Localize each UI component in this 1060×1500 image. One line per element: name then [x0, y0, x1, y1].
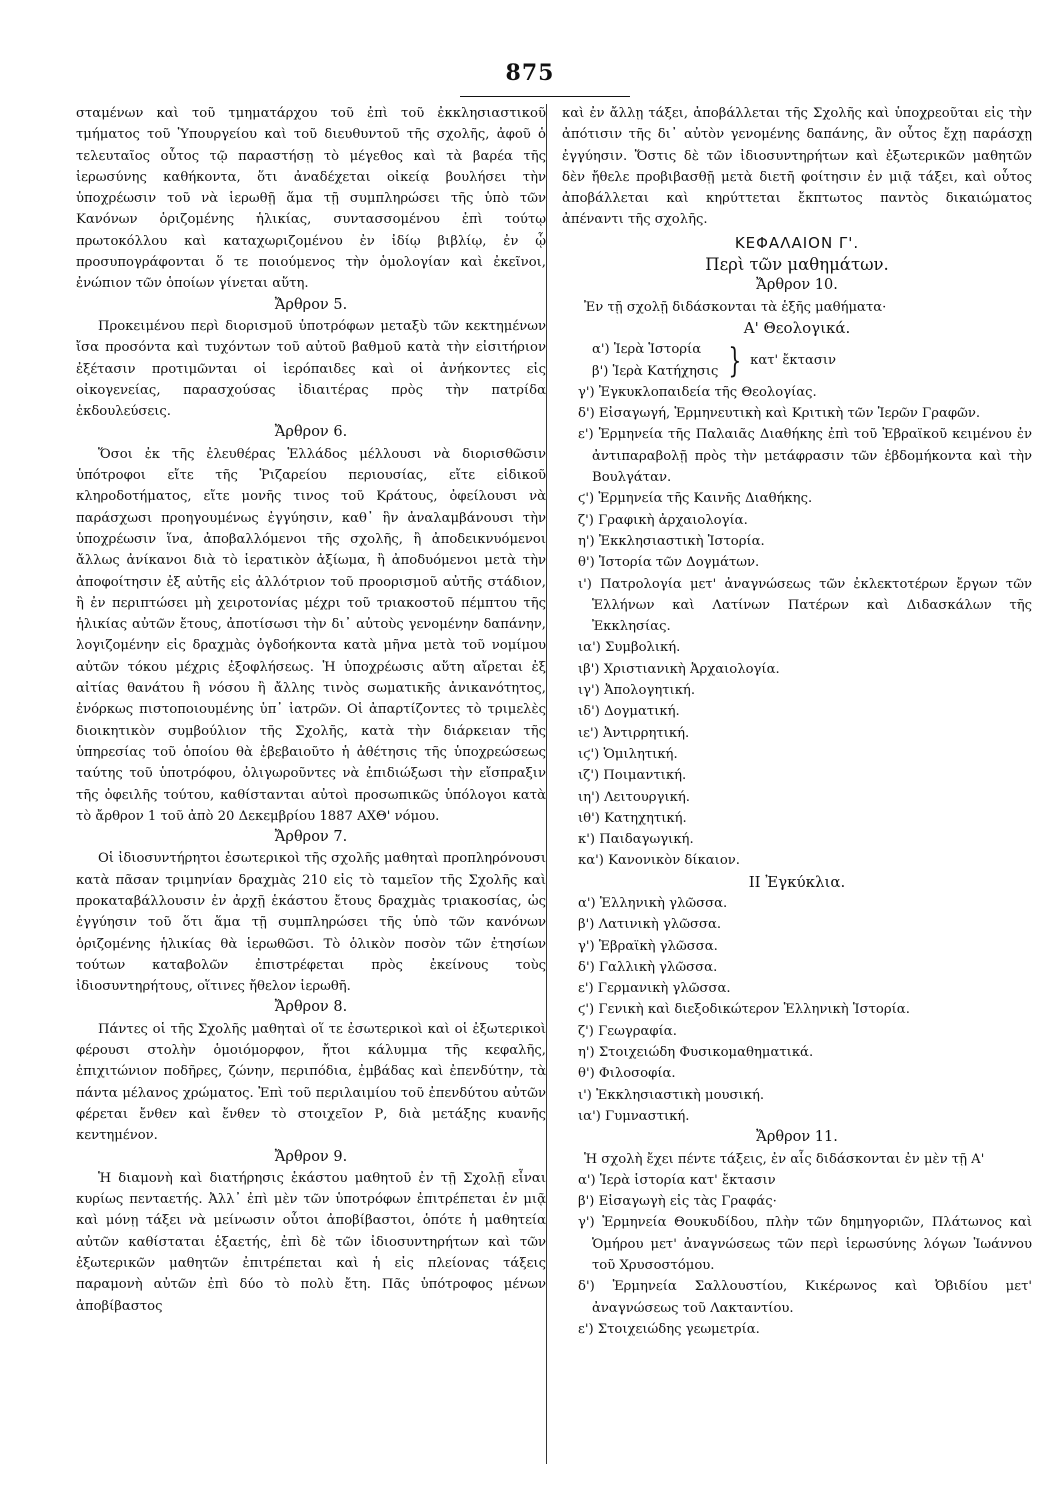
article-5-title: Ἄρθρον 5.	[274, 296, 348, 313]
list-item: θ') Ἱστορία τῶν Δογμάτων.	[578, 555, 760, 571]
article-11-intro: Ἡ σχολὴ ἔχει πέντε τάξεις, ἐν αἷς διδάσκονται ἐν μὲν τῇ Α'	[584, 1151, 985, 1167]
list-item: α') Ἱερὰ ἱστορία κατ' ἔκτασιν	[578, 1172, 776, 1188]
list-item: ια') Συμβολική.	[578, 640, 681, 656]
section-a-title: Α' Θεολογικά.	[743, 318, 851, 337]
article-8-title: Ἄρθρον 8.	[274, 999, 348, 1016]
list-item: ιϛ') Ὁμιλητική.	[578, 746, 678, 762]
braced-items	[562, 339, 1032, 382]
chapter-subtitle: Περὶ τῶν μαθημάτων.	[705, 255, 889, 275]
list-item: δ') Εἰσαγωγή, Ἑρμηνευτικὴ καὶ Κριτικὴ τῶν Ἱερῶν Γραφῶν.	[578, 406, 981, 422]
list-item: ϛ') Ἑρμηνεία τῆς Καινῆς Διαθήκης.	[578, 491, 813, 507]
list-item: ιη') Λειτουργική.	[578, 789, 690, 805]
article-6-text: Ὅσοι ἐκ τῆς ἐλευθέρας Ἑλλάδος μέλλουσι νὰ διορισθῶσιν ὑπότροφοι εἴτε τῆς Ῥιζαρείου περιουσίας, εἴτε εἰδικοῦ κληροδοτήματος, εἴτε μονῆς τινος τοῦ Κράτους, ὀφείλουσι νὰ παράσχωσι προηγουμένως ἐγγύησιν, καθ᾿ ἣν ἀναλαμβάνουσι τὴν ὑποχρέωσιν ἵνα, ἀποβαλλόμενοι τῆς σχολῆς, ἢ ἀποδεικνυόμενοι ἄλλως ἀνίκανοι διὰ τὸ ἱερατικὸν ἀξίωμα, ἢ ἀποδυόμενοι μετὰ τὴν ἀποφοίτησιν ἐξ αὐτῆς εἰς ἀλλότριον τοῦ προορισμοῦ αὐτῆς στάδιον, ἢ ἐν περιπτώσει μὴ χειροτονίας μέχρι τοῦ τριακοστοῦ πέμπτου τῆς ἡλικίας αὐτῶν ἔτους, ἀποτίσωσι τὴν δι᾿ αὐτοὺς γενομένην δαπάνην, λογιζομένην εἰς δραχμὰς ὀγδοήκοντα κατὰ μῆνα μετὰ τοῦ νομίμου αὐτῶν τόκου μέχρις ἐξοφλήσεως. Ἡ ὑποχρέωσις αὕτη αἴρεται ἐξ αἰτίας θανάτου ἢ νόσου ἢ ἄλλης τινὸς σωματικῆς ἀνικανότητος, ἐνόρκως πιστοποιουμένης ὑπ᾿ ἰατρῶν. Οἱ ἀπαρτίζοντες τὸ τριμελὲς διοικητικὸν συμβούλιον τῆς Σχολῆς, κατὰ τὴν διάρκειαν τῆς ὑπηρεσίας τοῦ ὁποίου θὰ ἐβεβαιοῦτο ἡ ἀθέτησις τῆς ὑποχρεώσεως ταύτης τοῦ ὑποτρόφου, ὀλιγωροῦντες νὰ ἐπιδιώξωσι τὴν εἴσπραξιν τῆς ὀφειλῆς τούτου, καθίστανται αὐτοὶ προσωπικῶς ὑπόλογοι κατὰ τὸ ἄρθρον 1 τοῦ ἀπὸ 20 Δεκεμβρίου 1887 ΑΧΘ' νόμου.	[76, 446, 546, 824]
list-item: ζ') Γεωγραφία.	[578, 1023, 677, 1039]
list-item: ιθ') Κατηχητική.	[578, 810, 687, 826]
list-item: θ') Φιλοσοφία.	[578, 1066, 676, 1082]
article-7-title: Ἄρθρον 7.	[274, 829, 348, 846]
page-number: 875	[505, 60, 555, 86]
brace-symbol: }	[728, 340, 742, 381]
list-item: δ') Ἑρμηνεία Σαλλουστίου, Κικέρωνος καὶ Ὀβιδίου μετ' ἀναγνώσεως τοῦ Λακταντίου.	[578, 1279, 1032, 1316]
paragraph-continued: σταμένων καὶ τοῦ τμηματάρχου τοῦ ἐπὶ τοῦ ἐκκλησιαστικοῦ τμήματος τοῦ Ὑπουργείου καὶ τοῦ διευθυντοῦ τῆς σχολῆς, ἀφοῦ ὁ τελευταῖος οὗτος τῷ παραστήσῃ τὸ μέγεθος καὶ τὰ βαρέα τῆς ἱερωσύνης καθήκοντα, ὅτι ἀναδέχεται οἰκείᾳ βουλήσει τὴν ὑποχρέωσιν τοῦ νὰ ἱερωθῇ ἅμα τῇ συμπληρώσει τῆς ὑπὸ τῶν Κανόνων ὁριζομένης ἡλικίας, συντασσομένου ἐπὶ τούτῳ πρωτοκόλλου καὶ καταχωριζομένου ἐν ἰδίῳ βιβλίῳ, ἐν ᾧ προσυπογράφονται ὅ τε ποιούμενος τὴν ὁμολογίαν καὶ ἐκεῖνοι, ἐνώπιον τῶν ὁποίων γίνεται αὕτη.	[76, 106, 546, 292]
list-item: γ') Ἑβραϊκὴ γλῶσσα.	[578, 938, 718, 954]
article-11-title: Ἄρθρον 11.	[756, 1129, 838, 1146]
list-item: α') Ἱερὰ Ἱστορία	[592, 342, 702, 358]
list-item: ιζ') Ποιμαντική.	[578, 768, 687, 784]
section-b-title: ΙΙ Ἐγκύκλια.	[748, 872, 846, 891]
brace-note: κατ' ἔκτασιν	[750, 352, 837, 368]
list-item: ιβ') Χριστιανικὴ Ἀρχαιολογία.	[578, 661, 780, 677]
article-10-title: Ἄρθρον 10.	[756, 277, 838, 294]
list-item: ζ') Γραφικὴ ἀρχαιολογία.	[578, 512, 748, 528]
list-item: ια') Γυμναστική.	[578, 1108, 690, 1124]
list-item: β') Εἰσαγωγὴ εἰς τὰς Γραφάς·	[578, 1194, 777, 1210]
list-item: ιε') Ἀντιρρητική.	[578, 725, 690, 741]
article-11-list	[562, 1170, 1032, 1340]
list-item: κ') Παιδαγωγική.	[578, 832, 694, 848]
left-column	[76, 103, 546, 1473]
list-item: γ') Ἐγκυκλοπαιδεία τῆς Θεολογίας.	[578, 384, 817, 400]
article-10-intro: Ἐν τῇ σχολῇ διδάσκονται τὰ ἑξῆς μαθήματα·	[584, 299, 887, 315]
right-column	[562, 103, 1032, 1473]
article-9-continued: καὶ ἐν ἄλλῃ τάξει, ἀποβάλλεται τῆς Σχολῆς καὶ ὑποχρεοῦται εἰς τὴν ἀπότισιν τῆς δι᾿ αὐτὸν γενομένης δαπάνης, ἂν οὗτος ἔχῃ παράσχῃ ἐγγύησιν. Ὅστις δὲ τῶν ἰδιοσυντηρήτων καὶ ἐξωτερικῶν μαθητῶν δὲν ἤθελε προβιβασθῇ μετὰ διετῆ φοίτησιν ἐν μιᾷ τάξει, καὶ οὗτος ἀποβάλλεται καὶ κηρύττεται ἔκπτωτος παντὸς δικαιώματος ἀπέναντι τῆς σχολῆς.	[562, 106, 1032, 228]
general-list	[562, 893, 1032, 1127]
list-item: η') Στοιχειώδη Φυσικομαθηματικά.	[578, 1045, 814, 1061]
list-item: γ') Ἑρμηνεία Θουκυδίδου, πλὴν τῶν δημηγοριῶν, Πλάτωνος καὶ Ὁμήρου μετ' ἀναγνώσεως τῶν περὶ ἱερωσύνης λόγων Ἰωάννου τοῦ Χρυσοστόμου.	[578, 1215, 1032, 1274]
list-item: ι') Ἐκκλησιαστικὴ μουσική.	[578, 1087, 765, 1103]
list-item: ϛ') Γενικὴ καὶ διεξοδικώτερον Ἑλληνικὴ Ἱστορία.	[578, 1002, 910, 1018]
list-item: β') Λατινικὴ γλῶσσα.	[578, 917, 722, 933]
column-divider	[546, 104, 547, 1464]
article-5-text: Προκειμένου περὶ διορισμοῦ ὑποτρόφων μεταξὺ τῶν κεκτημένων ἴσα προσόντα καὶ τυχόντων τοῦ αὐτοῦ βαθμοῦ κατὰ τὴν εἰσιτήριον ἐξέτασιν προτιμῶνται οἱ ἱερόπαιδες καὶ οἱ ἀνήκοντες εἰς οἰκογενείας, παρασχούσας ἰδιαιτέρας πρὸς τὴν πατρίδα ἐκδουλεύσεις.	[76, 318, 546, 420]
list-item: ε') Γερμανικὴ γλῶσσα.	[578, 981, 731, 997]
list-item: δ') Γαλλικὴ γλῶσσα.	[578, 959, 718, 975]
list-item: α') Ἑλληνικὴ γλῶσσα.	[578, 895, 728, 911]
theology-list	[562, 382, 1032, 872]
article-6-title: Ἄρθρον 6.	[274, 424, 348, 441]
list-item: κα') Κανονικὸν δίκαιον.	[578, 853, 740, 869]
list-item: ι') Πατρολογία μετ' ἀναγνώσεως τῶν ἐκλεκτοτέρων ἔργων τῶν Ἑλλήνων καὶ Λατίνων Πατέρων καὶ Διδασκάλων τῆς Ἐκκλησίας.	[578, 576, 1032, 635]
list-item: ε') Ἑρμηνεία τῆς Παλαιᾶς Διαθήκης ἐπὶ τοῦ Ἑβραϊκοῦ κειμένου ἐν ἀντιπαραβολῇ πρὸς τὴν μετάφρασιν τῶν ἑβδομήκοντα καὶ τὴν Βουλγάταν.	[578, 427, 1032, 486]
article-8-text: Πάντες οἱ τῆς Σχολῆς μαθηταὶ οἵ τε ἐσωτερικοὶ καὶ οἱ ἐξωτερικοὶ φέρουσι στολὴν ὁμοιόμορφον, ἤτοι κάλυμμα τῆς κεφαλῆς, ἐπιχιτώνιον ποδῆρες, ζώνην, περιπόδια, ἐμβάδας καὶ ἐπενδύτην, τὰ πάντα μέλανος χρώματος. Ἐπὶ τοῦ περιλαιμίου τοῦ ἐπενδύτου αὐτῶν φέρεται ἔνθεν καὶ ἔνθεν τὸ στοιχεῖον Ρ, διὰ μετάξης κυανῆς κεντημένον.	[76, 1021, 546, 1144]
article-7-text: Οἱ ἰδιοσυντήρητοι ἐσωτερικοὶ τῆς σχολῆς μαθηταὶ προπληρόνουσι κατὰ πᾶσαν τριμηνίαν δραχμὰς 210 εἰς τὸ ταμεῖον τῆς Σχολῆς καὶ προκαταβάλλουσιν ἐν ἀρχῇ ἑκάστου ἔτους δραχμὰς τριακοσίας, ὡς ἐγγύησιν τοῦ ὅτι ἅμα τῇ συμπληρώσει τῆς ὑπὸ τῶν κανόνων ὁριζομένης ἡλικίας θὰ ἱερωθῶσι. Τὸ ὁλικὸν ποσὸν τῶν ἐτησίων τούτων καταβολῶν ἐπιστρέφεται πρὸς ἐκείνους τοὺς ἰδιοσυντηρήτους, οἵτινες ἤθελον ἱερωθῆ.	[76, 851, 546, 995]
article-9-text: Ἡ διαμονὴ καὶ διατήρησις ἑκάστου μαθητοῦ ἐν τῇ Σχολῇ εἶναι κυρίως πενταετής. Ἀλλ᾿ ἐπὶ μὲν τῶν ὑποτρόφων ἐπιτρέπεται ἐν μιᾷ καὶ μόνῃ τάξει νὰ μείνωσιν οὗτοι ἀποβίβαστοι, ὁπότε ἡ μαθητεία αὐτῶν καθίσταται ἑξαετής, ἐπὶ δὲ τῶν ἰδιοσυντηρήτων καὶ τῶν ἐξωτερικῶν μαθητῶν ἐπιτρέπεται καὶ ἡ εἰς πλείονας τάξεις παραμονὴ αὐτῶν ἐπὶ δύο τὸ πολὺ ἔτη. Πᾶς ὑπότροφος μένων ἀποβίβαστος	[76, 1170, 546, 1314]
chapter-title: ΚΕΦΑΛΑΙΟΝ Γ'.	[734, 233, 860, 252]
page-number-rule	[460, 96, 630, 97]
list-item: ε') Στοιχειώδης γεωμετρία.	[578, 1321, 760, 1337]
list-item: ιγ') Ἀπολογητική.	[578, 683, 696, 699]
list-item: ιδ') Δογματική.	[578, 704, 680, 720]
list-item: β') Ἱερὰ Κατήχησις	[592, 363, 719, 379]
list-item: η') Ἐκκλησιαστικὴ Ἱστορία.	[578, 533, 765, 549]
article-9-title: Ἄρθρον 9.	[274, 1148, 348, 1165]
